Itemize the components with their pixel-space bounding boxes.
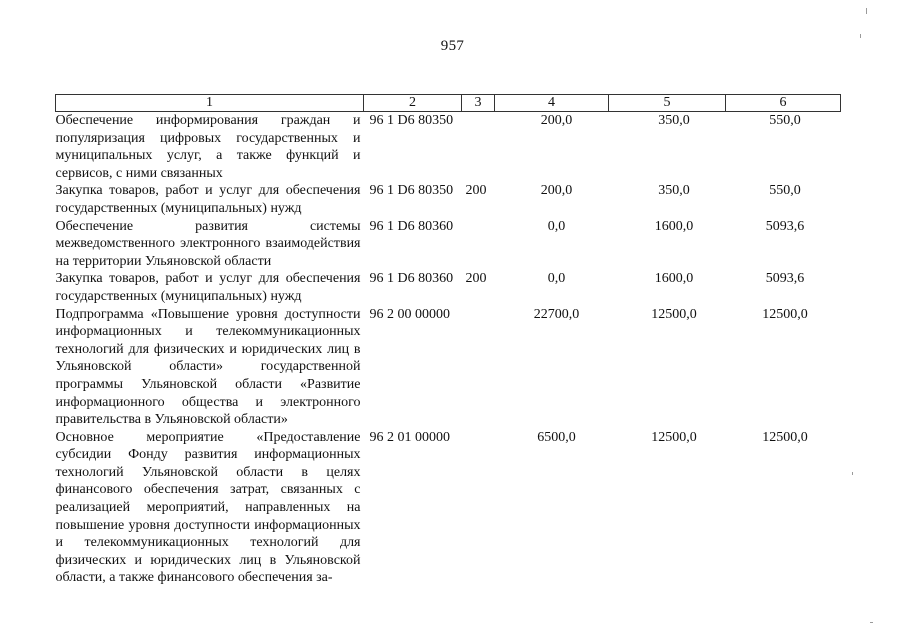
page-number: 957 xyxy=(440,38,465,54)
target-code: 96 1 D6 80350 xyxy=(369,113,454,128)
column-header: 3 xyxy=(462,95,495,112)
amount-col-5: 350,0 xyxy=(658,183,690,199)
expense-name: Обеспечение развития системы межведомственного электронного взаимодействия на территории Ульяновской области xyxy=(55,218,361,269)
table-body xyxy=(56,112,841,588)
table-row xyxy=(56,306,841,429)
amount-col-6: 12500,0 xyxy=(762,306,808,322)
scan-mark-top-right xyxy=(866,8,867,14)
column-header: 6 xyxy=(726,95,841,112)
scan-mark-bottom-right xyxy=(870,622,873,623)
expense-type: 200 xyxy=(465,271,487,287)
scan-mark-right-side xyxy=(852,472,853,475)
table-row xyxy=(56,270,841,305)
column-header: 4 xyxy=(495,95,609,112)
amount-col-4: 6500,0 xyxy=(537,429,576,445)
expense-name: Подпрограмма «Повышение уровня доступности информационных и телекоммуникационных технологий для физических и юридических лиц в Ульяновской области» государственной программы Ульяновской области «Развитие информационного общества и электронного правительства в Ульяновской области» xyxy=(55,306,361,428)
table-row xyxy=(56,182,841,217)
amount-col-4: 0,0 xyxy=(547,218,566,234)
expense-type xyxy=(462,218,495,271)
target-code: 96 2 00 00000 xyxy=(369,306,450,322)
amount-col-6: 5093,6 xyxy=(765,271,805,287)
target-code: 96 1 D6 80360 xyxy=(369,218,454,234)
amount-col-5: 12500,0 xyxy=(651,306,697,322)
target-code: 96 1 D6 80350 xyxy=(369,183,454,199)
target-code: 96 2 01 00000 xyxy=(369,429,450,445)
expense-type xyxy=(462,306,495,429)
table-header xyxy=(56,95,841,112)
amount-col-5: 1600,0 xyxy=(654,271,694,287)
budget-table xyxy=(55,94,841,587)
amount-col-5: 350,0 xyxy=(658,113,690,128)
amount-col-4: 200,0 xyxy=(540,113,573,128)
amount-col-4: 0,0 xyxy=(547,271,566,287)
table-row xyxy=(56,429,841,587)
target-code: 96 1 D6 80360 xyxy=(369,271,454,287)
expense-name: Закупка товаров, работ и услуг для обеспечения государственных (муниципальных) нужд xyxy=(55,183,361,216)
table-row xyxy=(56,218,841,271)
amount-col-6: 5093,6 xyxy=(765,218,805,234)
expense-name: Закупка товаров, работ и услуг для обеспечения государственных (муниципальных) нужд xyxy=(55,271,361,304)
amount-col-4: 22700,0 xyxy=(533,306,580,322)
expense-type xyxy=(462,429,495,587)
expense-name: Основное мероприятие «Предоставление субсидии Фонду развития информационных технологий Ульяновской области в целях финансового обеспечения затрат, связанных с реализацией мероприятий, направленных на повышение уровня доступности информационных и телекоммуникационных технологий для физических и юридических лиц в Ульяновской области, а также финансового обеспечения за- xyxy=(55,429,361,586)
column-header: 5 xyxy=(609,95,726,112)
amount-col-5: 1600,0 xyxy=(654,218,694,234)
amount-col-4: 200,0 xyxy=(540,183,573,199)
expense-type: 200 xyxy=(465,183,487,199)
expense-name: Обеспечение информирования граждан и популяризация цифровых государственных и муниципальных услуг, а также функций и сервисов, с ними связанных xyxy=(55,113,361,181)
table-row xyxy=(56,112,841,183)
column-header: 1 xyxy=(56,95,364,112)
expense-type xyxy=(462,112,495,183)
amount-col-6: 550,0 xyxy=(769,183,801,199)
amount-col-6: 12500,0 xyxy=(762,429,808,445)
amount-col-6: 550,0 xyxy=(769,113,801,128)
column-header: 2 xyxy=(364,95,462,112)
amount-col-5: 12500,0 xyxy=(651,429,697,445)
header-row xyxy=(56,95,841,112)
